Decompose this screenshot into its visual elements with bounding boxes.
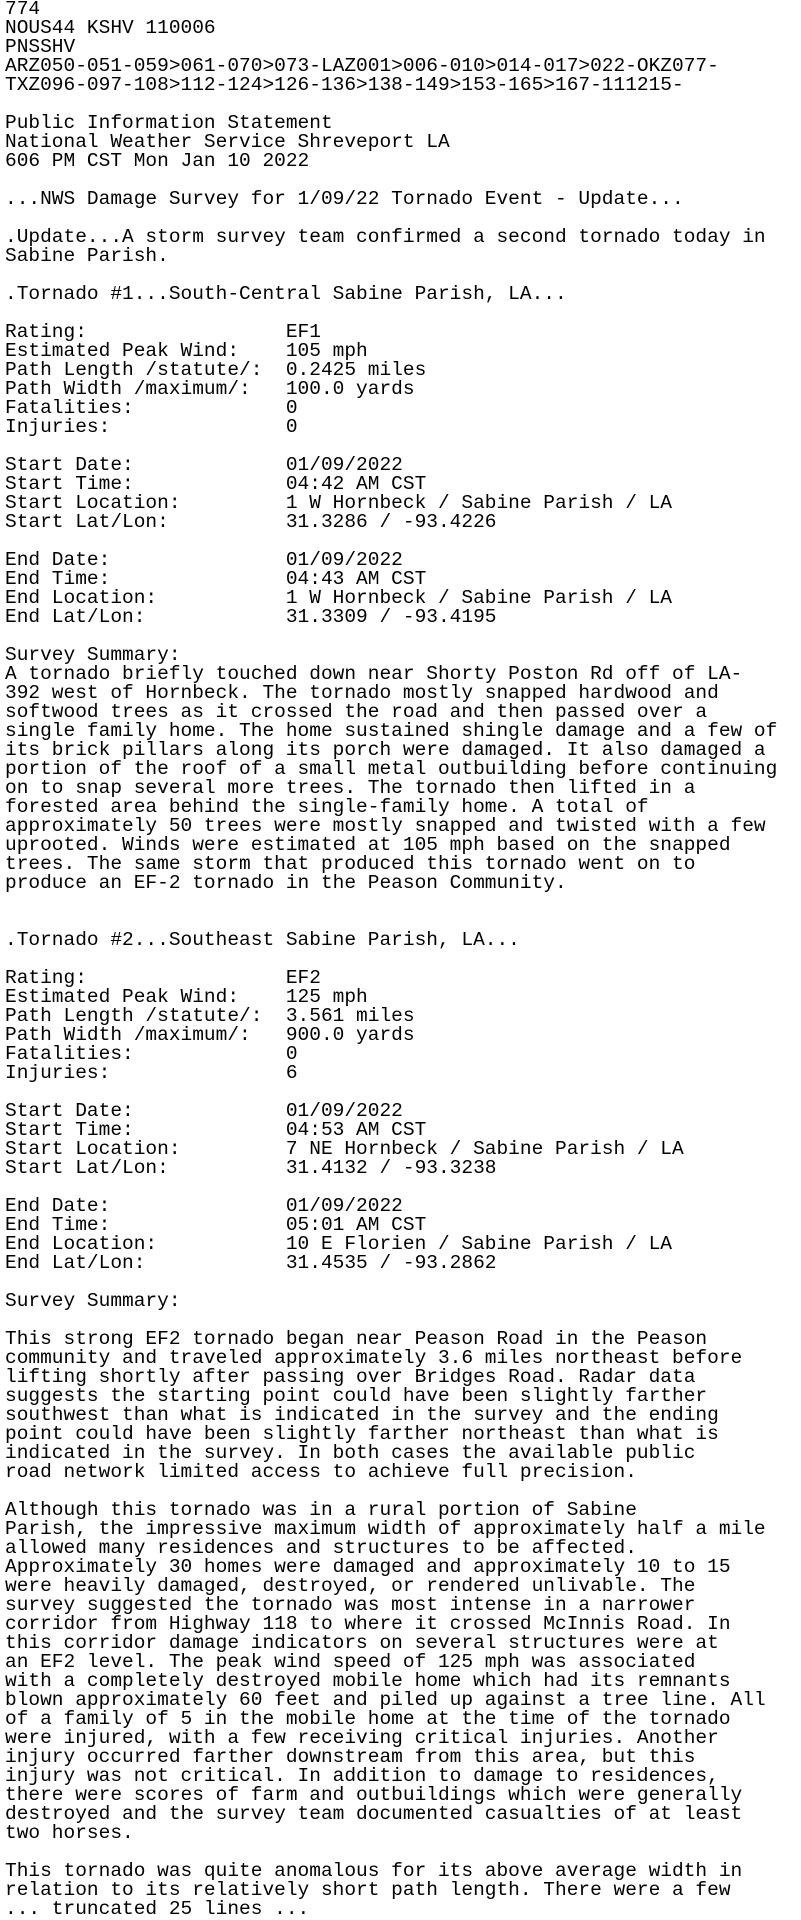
text-line: 774 bbox=[5, 0, 41, 20]
text-line: Start Date: 01/09/2022 bbox=[5, 454, 403, 476]
text-line: with a completely destroyed mobile home which had its remnants bbox=[5, 1670, 731, 1692]
text-line: This tornado was quite anomalous for its above average width in bbox=[5, 1860, 743, 1882]
text-line: End Location: 1 W Hornbeck / Sabine Parish / LA bbox=[5, 587, 673, 609]
text-line: A tornado briefly touched down near Shorty Poston Rd off of LA- bbox=[5, 663, 743, 685]
text-line: blown approximately 60 feet and piled up against a tree line. All bbox=[5, 1689, 766, 1711]
text-line: an EF2 level. The peak wind speed of 125 mph was associated bbox=[5, 1651, 696, 1673]
text-line: southwest than what is indicated in the survey and the ending bbox=[5, 1404, 719, 1426]
text-line: Path Width /maximum/: 100.0 yards bbox=[5, 378, 415, 400]
text-line: produce an EF-2 tornado in the Peason Community. bbox=[5, 872, 567, 894]
text-line: road network limited access to achieve full precision. bbox=[5, 1461, 637, 1483]
text-line: Survey Summary: bbox=[5, 644, 181, 666]
text-line: its brick pillars along its porch were damaged. It also damaged a bbox=[5, 739, 766, 761]
text-line: Estimated Peak Wind: 125 mph bbox=[5, 986, 368, 1008]
text-line: uprooted. Winds were estimated at 105 mph based on the snapped bbox=[5, 834, 731, 856]
text-line: ARZ050-051-059>061-070>073-LAZ001>006-010>014-017>022-OKZ077- bbox=[5, 55, 719, 77]
text-line: End Lat/Lon: 31.4535 / -93.2862 bbox=[5, 1252, 497, 1274]
text-line: corridor from Highway 118 to where it crossed McInnis Road. In bbox=[5, 1613, 731, 1635]
text-line: forested area behind the single-family home. A total of bbox=[5, 796, 649, 818]
text-line: lifting shortly after passing over Bridges Road. Radar data bbox=[5, 1366, 696, 1388]
text-line: Although this tornado was in a rural portion of Sabine bbox=[5, 1499, 637, 1521]
text-line: Survey Summary: bbox=[5, 1290, 181, 1312]
text-line: Sabine Parish. bbox=[5, 245, 169, 267]
text-line: community and traveled approximately 3.6 miles northeast before bbox=[5, 1347, 743, 1369]
text-line: .Tornado #2...Southeast Sabine Parish, LA... bbox=[5, 929, 520, 951]
text-line: single family home. The home sustained shingle damage and a few of bbox=[5, 720, 778, 742]
text-line: destroyed and the survey team documented casualties of at least bbox=[5, 1803, 743, 1825]
text-line: approximately 50 trees were mostly snapped and twisted with a few bbox=[5, 815, 766, 837]
text-line: this corridor damage indicators on several structures were at bbox=[5, 1632, 719, 1654]
text-line: Rating: EF1 bbox=[5, 321, 321, 343]
text-line: End Date: 01/09/2022 bbox=[5, 1195, 403, 1217]
text-line: Parish, the impressive maximum width of approximately half a mile bbox=[5, 1518, 766, 1540]
text-line: there were scores of farm and outbuildings which were generally bbox=[5, 1784, 743, 1806]
text-line: Start Lat/Lon: 31.3286 / -93.4226 bbox=[5, 511, 497, 533]
text-line: NOUS44 KSHV 110006 bbox=[5, 17, 216, 39]
text-line: suggests the starting point could have been slightly farther bbox=[5, 1385, 708, 1407]
text-line: End Date: 01/09/2022 bbox=[5, 549, 403, 571]
text-line: .Tornado #1...South-Central Sabine Parish, LA... bbox=[5, 283, 567, 305]
text-line: injury was not critical. In addition to damage to residences, bbox=[5, 1765, 719, 1787]
text-line: Injuries: 6 bbox=[5, 1062, 298, 1084]
text-line: Rating: EF2 bbox=[5, 967, 321, 989]
text-line: Start Time: 04:53 AM CST bbox=[5, 1119, 427, 1141]
text-line: Estimated Peak Wind: 105 mph bbox=[5, 340, 368, 362]
text-line: End Time: 04:43 AM CST bbox=[5, 568, 427, 590]
text-line: on to snap several more trees. The tornado then lifted in a bbox=[5, 777, 696, 799]
text-line: of a family of 5 in the mobile home at the time of the tornado bbox=[5, 1708, 731, 1730]
text-line: Approximately 30 homes were damaged and approximately 10 to 15 bbox=[5, 1556, 731, 1578]
text-line: Fatalities: 0 bbox=[5, 397, 298, 419]
text-line: ... truncated 25 lines ... bbox=[5, 1898, 310, 1920]
text-line: End Time: 05:01 AM CST bbox=[5, 1214, 427, 1236]
text-line: Start Lat/Lon: 31.4132 / -93.3238 bbox=[5, 1157, 497, 1179]
text-line: 606 PM CST Mon Jan 10 2022 bbox=[5, 150, 310, 172]
text-line: Path Length /statute/: 0.2425 miles bbox=[5, 359, 427, 381]
text-line bbox=[5, 893, 801, 912]
text-line: Path Width /maximum/: 900.0 yards bbox=[5, 1024, 415, 1046]
text-line: point could have been slightly farther northeast than what is bbox=[5, 1423, 719, 1445]
text-line: allowed many residences and structures to be affected. bbox=[5, 1537, 637, 1559]
text-line: Start Location: 7 NE Hornbeck / Sabine Parish / LA bbox=[5, 1138, 684, 1160]
text-line: were injured, with a few receiving critical injuries. Another bbox=[5, 1727, 719, 1749]
text-line: This strong EF2 tornado began near Peason Road in the Peason bbox=[5, 1328, 708, 1350]
text-line: ...NWS Damage Survey for 1/09/22 Tornado Event - Update... bbox=[5, 188, 684, 210]
text-line: National Weather Service Shreveport LA bbox=[5, 131, 450, 153]
text-line: relation to its relatively short path length. There were a few bbox=[5, 1879, 731, 1901]
text-line: survey suggested the tornado was most intense in a narrower bbox=[5, 1594, 696, 1616]
text-line: indicated in the survey. In both cases the available public bbox=[5, 1442, 696, 1464]
text-line: two horses. bbox=[5, 1822, 134, 1844]
text-line: Public Information Statement bbox=[5, 112, 333, 134]
text-line: softwood trees as it crossed the road and then passed over a bbox=[5, 701, 708, 723]
text-line: TXZ096-097-108>112-124>126-136>138-149>153-165>167-111215- bbox=[5, 74, 684, 96]
text-line: End Location: 10 E Florien / Sabine Parish / LA bbox=[5, 1233, 673, 1255]
text-line: PNSSHV bbox=[5, 36, 76, 58]
text-line: Injuries: 0 bbox=[5, 416, 298, 438]
text-line: Path Length /statute/: 3.561 miles bbox=[5, 1005, 415, 1027]
text-line: were heavily damaged, destroyed, or rendered unlivable. The bbox=[5, 1575, 696, 1597]
text-line: trees. The same storm that produced this tornado went on to bbox=[5, 853, 696, 875]
text-line: 392 west of Hornbeck. The tornado mostly snapped hardwood and bbox=[5, 682, 719, 704]
text-line: .Update...A storm survey team confirmed a second tornado today in bbox=[5, 226, 766, 248]
text-line: Fatalities: 0 bbox=[5, 1043, 298, 1065]
text-line: injury occurred farther downstream from this area, but this bbox=[5, 1746, 696, 1768]
text-line: Start Date: 01/09/2022 bbox=[5, 1100, 403, 1122]
text-line: End Lat/Lon: 31.3309 / -93.4195 bbox=[5, 606, 497, 628]
text-line: portion of the roof of a small metal outbuilding before continuing bbox=[5, 758, 778, 780]
text-line: Start Time: 04:42 AM CST bbox=[5, 473, 427, 495]
text-line: Start Location: 1 W Hornbeck / Sabine Parish / LA bbox=[5, 492, 673, 514]
